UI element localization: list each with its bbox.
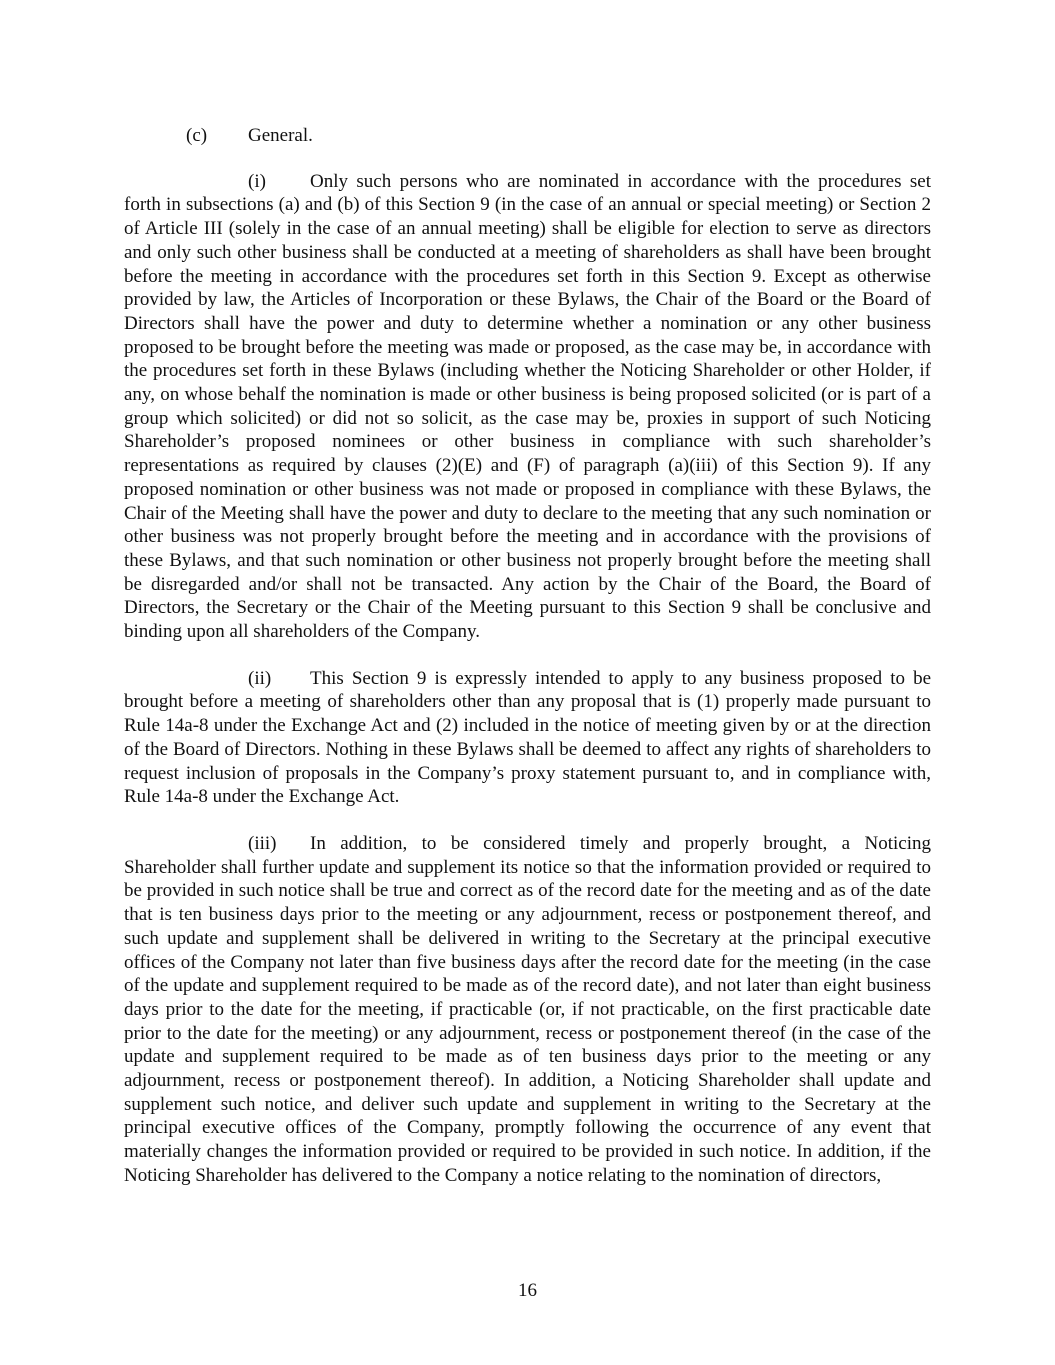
paragraph-number: (i) bbox=[248, 170, 266, 192]
paragraph-text: Only such persons who are nominated in accordance with the procedures set forth in subsections (a) and (b) of this Section 9 (in the case of an annual or special meeting) or Section 2 of Article III (solely in the case of an annual meeting) shall be eligible for election to serve as directors and only such other business shall be conducted at a meeting of shareholders as shall have been brought before the meeting in accordance with the procedures set forth in this Section 9. Except as otherwise provided by law, the Articles of Incorporation or these Bylaws, the Chair of the Board or the Board of Directors shall have the power and duty to determine whether a nomination or any other business proposed to be brought before the meeting was made or proposed, as the case may be, in accordance with the procedures set forth in these Bylaws (including whether the Noticing Shareholder or other Holder, if any, on whose behalf the nomination is made or other business is being proposed solicited (or is part of a group which solicited) or did not so solicit, as the case may be, proxies in support of such Noticing Shareholder’s proposed nominees or other business in compliance with such shareholder’s representations as required by clauses (2)(E) and (F) of paragraph (a)(iii) of this Section 9). If any proposed nomination or other business was not made or proposed in compliance with these Bylaws, the Chair of the Meeting shall have the power and duty to declare to the meeting that any such nomination or other business was not properly brought before the meeting and in accordance with the provisions of these Bylaws, and that such nomination or other business not properly brought before the meeting shall be disregarded and/or shall not be transacted. Any action by the Chair of the Board, the Board of Directors, the Secretary or the Chair of the Meeting pursuant to this Section 9 shall be conclusive and binding upon all shareholders of the Company. bbox=[124, 170, 931, 643]
paragraph-ii bbox=[124, 667, 931, 809]
section-heading bbox=[124, 124, 931, 148]
paragraph-number: (iii) bbox=[248, 832, 277, 854]
paragraph-text: This Section 9 is expressly intended to apply to any business proposed to be brought before a meeting of shareholders other than any proposal that is (1) properly made pursuant to Rule 14a-8 under the Exchange Act and (2) included in the notice of meeting given by or at the direction of the Board of Directors. Nothing in these Bylaws shall be deemed to affect any rights of shareholders to request inclusion of proposals in the Company’s proxy statement pursuant to, and in compliance with, Rule 14a-8 under the Exchange Act. bbox=[124, 667, 931, 808]
paragraph-number: (ii) bbox=[248, 667, 272, 689]
page-number: 16 bbox=[518, 1280, 537, 1301]
section-title: General. bbox=[248, 125, 313, 146]
paragraph-text: In addition, to be considered timely and properly brought, a Noticing Shareholder shall further update and supplement its notice so that the information provided or required to be provided in such notice shall be true and correct as of the record date for the meeting and as of the date that is ten business days prior to the meeting or any adjournment, recess or postponement thereof, and such update and supplement shall be delivered in writing to the Secretary at the principal executive offices of the Company not later than five business days after the record date for the meeting (in the case of the update and supplement required to be made as of the record date), and not later than eight business days prior to the date for the meeting, if practicable (or, if not practicable, on the first practicable date prior to the date for the meeting) or any adjournment, recess or postponement thereof (in the case of the update and supplement required to be made as of ten business days prior to the meeting or any adjournment, recess or postponement thereof). In addition, a Noticing Shareholder shall update and supplement such notice, and deliver such update and supplement in writing to the Secretary at the principal executive offices of the Company, promptly following the occurrence of any event that materially changes the information provided or required to be provided in such notice. In addition, if the Noticing Shareholder has delivered to the Company a notice relating to the nomination of directors, bbox=[124, 832, 931, 1186]
document-page bbox=[124, 124, 931, 1211]
paragraph-i bbox=[124, 170, 931, 644]
section-number: (c) bbox=[186, 125, 208, 146]
paragraph-iii bbox=[124, 832, 931, 1188]
